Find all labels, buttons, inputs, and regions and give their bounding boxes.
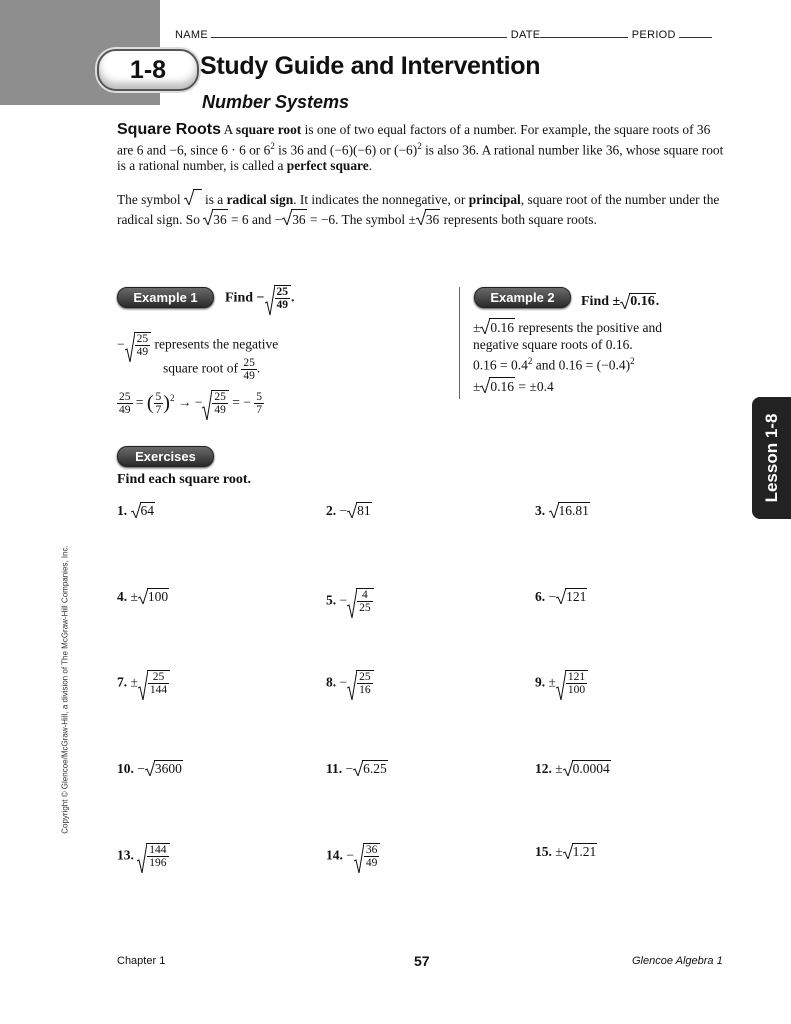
exercise-number: 3. (535, 503, 546, 518)
term-square-root: square root (235, 122, 302, 137)
radical (138, 588, 169, 605)
page-title: Study Guide and Intervention (200, 52, 541, 80)
radicand: 100 (147, 589, 169, 604)
exponent: 2 (270, 141, 275, 151)
numerator: 25 (119, 391, 131, 403)
exercise-item (326, 670, 374, 696)
exercise-number: 13. (117, 847, 134, 863)
numerator: 25 (148, 671, 169, 684)
exercise-number: 10. (117, 761, 134, 776)
radical-fraction (265, 285, 292, 311)
exercise-item (117, 760, 183, 777)
text: is 36 and (−6)(−6) or (−6) (274, 142, 418, 158)
example-divider (459, 287, 460, 399)
example-1-prompt (225, 285, 295, 311)
numerator: 4 (357, 589, 373, 602)
square-roots-paragraph-1 (117, 122, 729, 174)
radicand: 36 (425, 209, 440, 229)
radicand: 0.16 (630, 294, 655, 309)
exercise-number: 14. (326, 847, 343, 863)
radical (131, 502, 156, 519)
exercise-number: 11. (326, 761, 343, 776)
radical-36 (416, 209, 440, 229)
numerator: 5 (256, 391, 262, 403)
example-1-label: Example 1 (117, 287, 214, 308)
radical (347, 502, 372, 519)
exercise-number: 1. (117, 503, 128, 518)
text: represents the negative (154, 336, 279, 352)
radical (549, 502, 590, 519)
period-blank (679, 27, 712, 38)
period-label: PERIOD (631, 29, 676, 41)
radical (145, 760, 183, 777)
numerator: 25 (136, 333, 149, 345)
lesson-side-tab (752, 397, 791, 519)
text: − (117, 336, 125, 352)
copyright-notice: Copyright © Glencoe/McGraw-Hill, a division of The McGraw-Hill Companies, Inc. (60, 545, 70, 834)
footer-page-number: 57 (414, 953, 430, 969)
denominator: 49 (119, 404, 131, 416)
exercise-item (117, 588, 169, 605)
text: = (135, 394, 144, 410)
exercise-sign: − (339, 503, 348, 518)
exercise-number: 2. (326, 503, 337, 518)
text: Find − (225, 290, 265, 306)
denominator: 16 (359, 684, 371, 696)
radicand: 64 (140, 503, 154, 518)
numerator: 144 (149, 844, 167, 856)
numerator: 25 (359, 671, 371, 683)
denominator: 196 (149, 857, 167, 869)
date-label: DATE (510, 29, 541, 41)
exercise-sign: − (548, 589, 557, 604)
denominator: 100 (567, 684, 586, 696)
text: = ±0.4 (515, 378, 554, 394)
radical-fraction (202, 390, 229, 416)
text: square root of (163, 360, 238, 376)
denominator: 25 (359, 602, 371, 614)
example-2-line-3 (473, 353, 733, 374)
exercises-label: Exercises (117, 446, 214, 467)
radicand: 16.81 (558, 503, 589, 518)
text: = − (232, 394, 251, 410)
text: . It indicates the nonnegative, or (293, 192, 469, 207)
exercise-sign: − (345, 761, 354, 776)
denominator: 49 (136, 346, 149, 358)
exercise-sign: ± (130, 674, 138, 690)
radical-fraction (138, 670, 170, 696)
square-roots-heading: Square Roots (117, 121, 222, 138)
exercise-sign: ± (555, 844, 563, 859)
exercise-item (326, 760, 388, 777)
radical-fraction (354, 843, 381, 869)
exercise-item (117, 843, 170, 869)
exercise-item (326, 843, 380, 869)
text: represents both square roots. (440, 212, 597, 227)
radicand: 1.21 (572, 844, 597, 859)
exercise-item (535, 502, 590, 519)
radicand: 3600 (154, 761, 182, 776)
square-roots-paragraph-2 (117, 189, 729, 229)
exercise-sign: ± (130, 589, 138, 604)
text: represents the positive and (515, 320, 663, 335)
text: is a (201, 192, 227, 207)
example-2-prompt (581, 293, 659, 310)
numerator: 36 (365, 844, 378, 856)
term-perfect-square: perfect square (286, 158, 369, 174)
exercise-sign: − (339, 592, 348, 608)
numerator: 25 (243, 357, 255, 369)
name-blank (211, 27, 507, 38)
footer-book-title: Glencoe Algebra 1 (632, 955, 723, 967)
radicand: 0.16 (490, 378, 515, 394)
radicand: 0.0004 (572, 761, 610, 776)
radical (353, 760, 388, 777)
radicand: 36 (291, 209, 306, 229)
denominator: 7 (256, 404, 262, 416)
example-2-label: Example 2 (474, 287, 571, 308)
radicand: 36 (212, 209, 227, 229)
example-1-line-1 (117, 332, 278, 358)
exercise-sign: ± (548, 674, 556, 690)
radical-fraction (347, 670, 374, 696)
exponent: 2 (630, 356, 635, 366)
term-radical-sign: radical sign (226, 192, 294, 207)
text: is also 36. A rational number like 36, whose square root is a rational number, is called a (117, 142, 724, 174)
exercise-sign: − (346, 847, 354, 863)
exercise-number: 8. (326, 674, 337, 690)
radical (563, 843, 598, 860)
numerator: 121 (567, 671, 586, 683)
example-1-steps: $\frac{25}{49}$ = ( $\frac{5}{7}$ )$^2$ → − $\frac{25}{49}$ = − $\frac{5}{7}$ (117, 390, 264, 416)
text: . (256, 360, 261, 376)
exercise-sign: − (137, 761, 145, 776)
radicand: 121 (566, 589, 587, 604)
text: = −6. The symbol ± (306, 212, 416, 227)
radical (480, 318, 515, 336)
text: and 0.16 = (−0.4) (532, 357, 631, 373)
example-2-line-2: negative square roots of 0.16. (473, 337, 633, 352)
text: The symbol (117, 192, 184, 207)
exercise-item (326, 502, 372, 519)
exercise-number: 7. (117, 674, 128, 690)
numerator: 25 (214, 391, 226, 403)
example-2-body (473, 318, 733, 395)
example-2-line-4 (473, 377, 733, 395)
radicand: 81 (357, 503, 371, 518)
name-label: NAME (175, 29, 208, 41)
denominator: 144 (149, 684, 168, 696)
radical-fraction (125, 332, 152, 358)
exercise-item (535, 843, 597, 860)
radical-fraction (137, 843, 169, 869)
denominator: 7 (155, 404, 162, 416)
radical (620, 293, 656, 310)
exercise-number: 4. (117, 589, 128, 604)
exercise-number: 6. (535, 589, 546, 604)
radical (563, 760, 611, 777)
exercise-sign: − (339, 674, 348, 690)
exercise-item (117, 502, 155, 519)
text: . (368, 158, 373, 174)
denominator: 49 (365, 857, 378, 869)
radical-36 (282, 209, 306, 229)
numerator: 25 (276, 286, 288, 298)
radical-sign-symbol (184, 189, 202, 209)
exercise-number: 9. (535, 674, 546, 690)
text: ± (473, 378, 481, 394)
radical-36 (203, 209, 227, 229)
radical-fraction (347, 588, 374, 614)
radical-fraction (556, 670, 588, 696)
exercise-item (535, 760, 611, 777)
text: . (655, 294, 660, 309)
denominator: 49 (276, 299, 288, 311)
text: is one of two equal factors of a number. For example, the square roots of 36 are 6 and −6, since 6 · 6 or 6 (117, 122, 711, 158)
term-principal: principal (468, 192, 521, 207)
denominator: 49 (243, 370, 255, 382)
numerator: 5 (155, 391, 162, 403)
radical (480, 377, 515, 395)
text: → − (177, 394, 203, 410)
exercise-item (535, 588, 587, 605)
text: = 6 and − (227, 212, 283, 227)
text: . (291, 290, 295, 306)
example-2-line-1 (473, 318, 733, 336)
text: Find ± (581, 294, 621, 309)
exercises-instruction: Find each square root. (117, 472, 252, 487)
date-blank (540, 27, 628, 38)
exponent: 2 (527, 356, 533, 366)
radicand: 6.25 (363, 761, 387, 776)
exponent: 2 (417, 141, 422, 151)
radical (556, 588, 587, 605)
footer-chapter: Chapter 1 (117, 955, 166, 967)
text: ± (473, 320, 481, 335)
exercise-number: 12. (535, 761, 552, 776)
header-line (175, 27, 712, 41)
lesson-badge: 1-8 (97, 49, 199, 91)
exercise-item (326, 588, 374, 614)
side-tab-label: Lesson 1-8 (761, 413, 781, 503)
example-1-line-2 (163, 357, 260, 382)
text: A (223, 122, 236, 137)
radicand: 0.16 (490, 320, 515, 335)
text: 0.16 = 0.4 (473, 357, 528, 373)
exercise-sign: ± (555, 761, 563, 776)
exponent: 2 (169, 393, 175, 404)
exercise-number: 15. (535, 844, 552, 859)
page-subtitle: Number Systems (202, 92, 350, 112)
denominator: 49 (214, 404, 226, 416)
exercise-item (535, 670, 588, 696)
text: , square root of the number under the radical sign. So (117, 192, 720, 227)
exercise-number: 5. (326, 592, 337, 608)
exercise-item (117, 670, 170, 696)
